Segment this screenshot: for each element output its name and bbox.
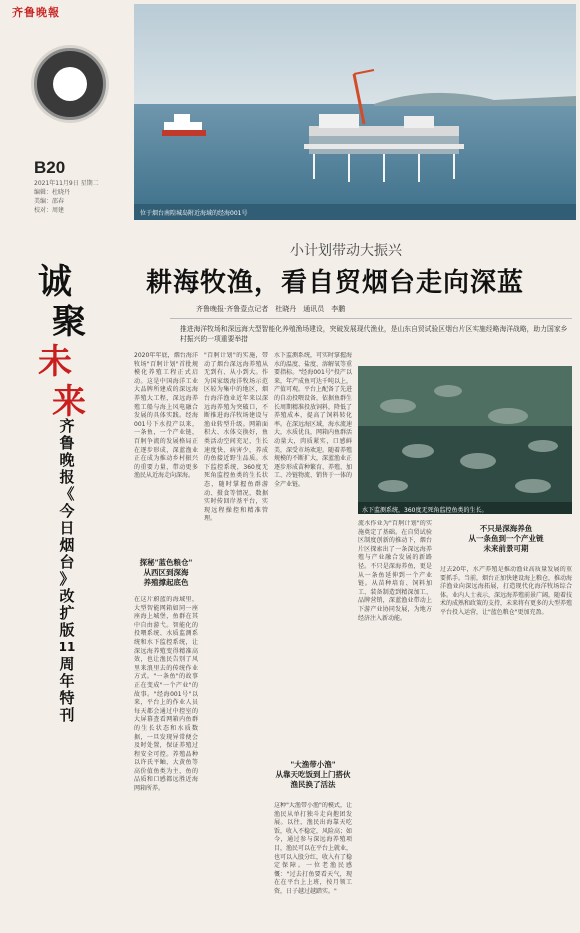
meta-line-4: 校对：周建 — [34, 207, 65, 214]
column-1-bottom: 在这片蔚蓝的海域里，大型智能网箱如同一座座海上城堡，鱼群在其中自由游弋。智能化的投喂系统、水质监测系统和水下监控系统，让深远海养殖变得精准高效，也让渔民告别了风里来浪里去的传统作业方式。"一条鱼"的故事正在变成"一个产业"的故事。"经海001号"以来，平台上的作业人员每天都会通过中控室的大屏幕查看网箱内鱼群的生长状态和水质数据，一旦发现异常便会及时处置，保证养殖过程安全可控。养殖品种以许氏平鲉、大黄鱼等高价值鱼类为主，鱼的品质和口感都远胜近海网箱所养。 — [134, 596, 198, 793]
calligraphy-char: 诚 — [38, 262, 72, 302]
section-heading-2: "大渔带小渔" 从靠天吃饭到上门搭伙 渔民换了活法 — [275, 760, 351, 789]
rule — [170, 318, 572, 319]
meta-line-1: 2021年11月9日 星期二 — [34, 180, 99, 187]
vchar: 特 — [59, 689, 75, 707]
vchar: 周 — [59, 655, 75, 673]
vchar: 扩 — [59, 604, 75, 622]
anniversary-vertical-text — [58, 418, 76, 724]
lead-paragraph: 推进海洋牧场和深远海大型智能化养殖渔场建设，突破发展现代渔业，是山东自贸试验区烟台片区实施经略海洋战略，助力国家乡村振兴的一项重要举措 — [180, 325, 568, 343]
vchar: 鲁 — [59, 434, 75, 452]
calligraphy-char: 聚 — [52, 302, 86, 342]
logo-emblem — [34, 48, 106, 120]
column-4: 流水作业为"百舸计划"的实施奠定了基础。在自贸试验区制度创新的推动下，烟台片区探索出了一条深远海养殖与产业融合发展的新路径。不只是深海养鱼，更是从一条鱼延伸到一个产业链。从苗种培育、饲料加工、装备制造到精深加工、品牌营销，深蓝渔业带动上下游产业协同发展，为地方经济注入新动能。 — [358, 520, 432, 622]
vchar: 改 — [59, 587, 75, 605]
vchar: 报 — [59, 468, 75, 486]
column-1-top: 2020年年底，烟台海洋牧场"百舸计划"首批规模化养殖工程正式启动。这是中国海洋工业大品牌所建成的深远海养殖大工程，深远海养殖工船与海上风电融合发展的具体实践。经海001号下水投产以来，一条鱼，一个产业链，百舸争流的发展格局正在逐步形成，深蓝渔业正在成为推动乡村振兴的重要力量，带动更多渔民从近海走向深海。 — [134, 352, 198, 480]
masthead: 齐鲁晚報 — [12, 6, 60, 19]
section-heading-3: 不只是深海养鱼 从一条鱼到一个产业链 未来前景可期 — [468, 524, 544, 553]
calligraphy-char: 来 — [52, 382, 86, 422]
column-2: "百舸计划"的实施，带动了烟台深远海养殖从无到有、从小到大。作为国家级海洋牧场示范区较为集中的地区，烟台海洋渔业近年来以深远海养殖为突破口，不断推进海洋牧场建设与渔业转型升级。网箱面积大、水体交换好，鱼类活动空间充足，生长速度快、病害少，养成的鱼接近野生品质。水下监控系统，360度无死角监控鱼类的生长状态，随时掌握鱼群游动、摄食等情况，数据实时传回岸基平台，实现远程操控和精准管理。 — [204, 352, 268, 523]
vchar: 版 — [59, 621, 75, 639]
calligraphy-title — [38, 262, 88, 422]
section-heading-1: 探秘"蓝色粮仓" 从西区到深海 养殖撑起底色 — [139, 558, 193, 587]
photo-offshore-platform — [134, 4, 576, 220]
headline: 耕海牧渔，看自贸烟台走向深蓝 — [146, 268, 525, 298]
kicker: 小计划带动大振兴 — [290, 243, 402, 259]
photo-underwater-fish — [358, 366, 572, 514]
vchar: 烟 — [59, 536, 75, 554]
vchar: 》 — [59, 570, 75, 588]
column-3-bottom: 这种"大渔带小渔"的模式，让渔民从单打独斗走向抱团发展。以往，渔民出海靠天吃饭，收入不稳定，风险高；如今，通过参与深远海养殖项目，渔民可以在平台上就业，也可以入股分红，收入有了稳定保障。一位老渔民感慨："过去打鱼要看天气，现在在平台上上班，按月领工资，日子越过越踏实。" — [274, 802, 352, 895]
underwater-illustration — [358, 366, 572, 514]
vchar: 《 — [59, 485, 75, 503]
meta-line-2: 编辑：杜晓丹 — [34, 189, 71, 196]
page-number: B20 — [34, 158, 66, 177]
vchar: 刊 — [59, 706, 75, 724]
vchar: 台 — [59, 553, 75, 571]
photo-bottom-caption: 水下监测系统，360度无死角监控鱼类的生长。 — [362, 507, 488, 514]
sea-platform-illustration — [134, 4, 576, 220]
byline: 齐鲁晚报·齐鲁壹点记者 杜晓丹 通讯员 李鹏 — [196, 305, 346, 313]
vchar: 日 — [59, 519, 75, 537]
calligraphy-char: 未 — [38, 342, 72, 382]
vchar: 齐 — [59, 417, 75, 435]
column-3: 水下监测系统，可实时掌握海水的温度、盐度、溶解氧等重要指标。"经海001号"投产以来，年产成鱼可达千吨以上，产值可观。平台上配备了先进的自动投喂设备，依据鱼群生长周期精准投放饲料，降低了养殖成本，提高了饲料转化率。在深远海区域，海水流速大，水质优良，网箱内鱼群活动量大，肉质紧实，口感鲜美，深受市场欢迎。随着养殖规模的不断扩大，深蓝渔业正逐步形成苗种繁育、养殖、加工、冷链物流、销售于一体的全产业链。 — [274, 352, 352, 488]
column-5: 过去20年，水产养殖是推动渔业高质量发展的重要抓手。当前，烟台正加快建设海上粮仓，推动海洋渔业向深远海拓展，打造现代化海洋牧场综合体。业内人士表示，深远海养殖前景广阔，随着技术的成熟和政策的支持，未来将有更多的大型养殖平台投入运营，让"蓝色粮仓"更加充盈。 — [440, 566, 572, 616]
vchar: 11 — [58, 640, 76, 654]
meta-line-3: 美编：邵春 — [34, 198, 65, 205]
vchar: 今 — [59, 502, 75, 520]
photo-top-caption: 位于烟台南隍城岛附近海域的经海001号 — [140, 210, 248, 217]
logo-center — [53, 67, 87, 101]
vchar: 晚 — [59, 451, 75, 469]
vchar: 年 — [59, 672, 75, 690]
